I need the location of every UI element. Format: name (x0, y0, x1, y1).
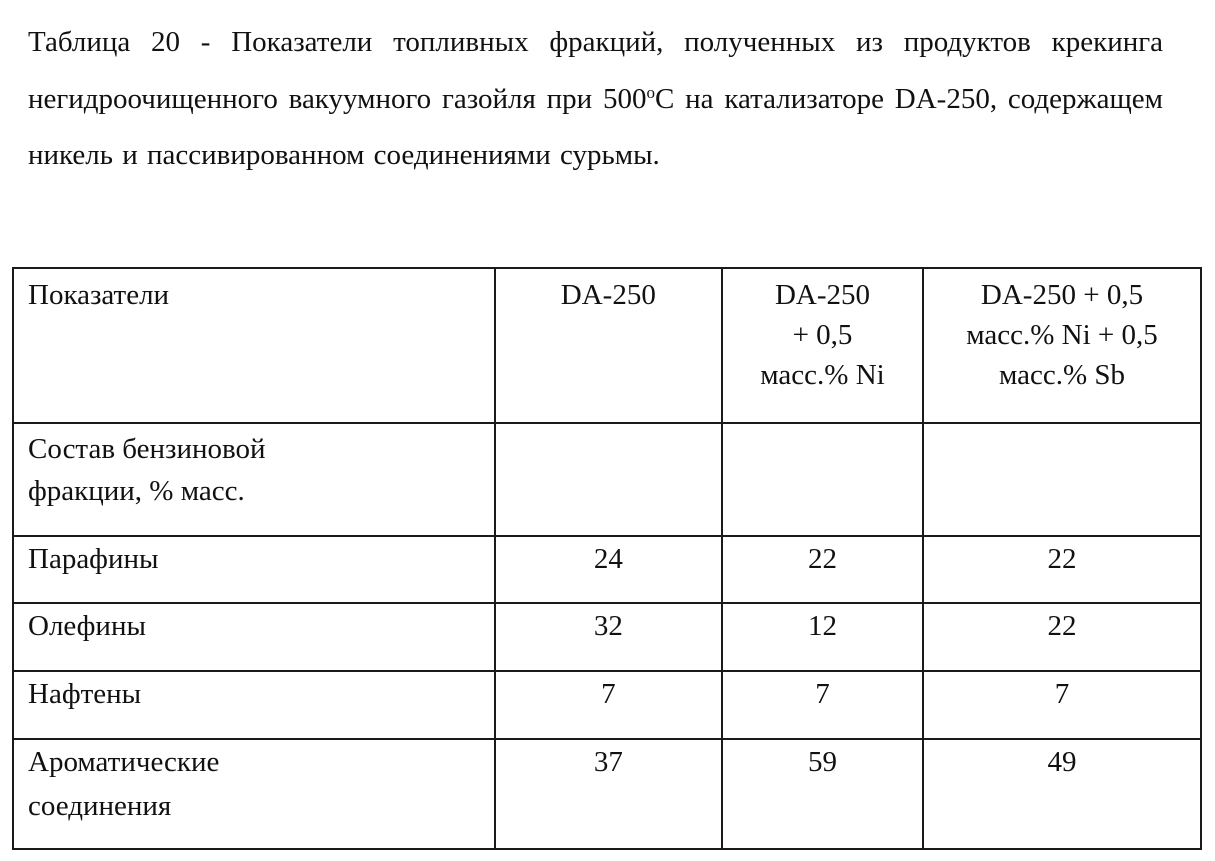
table-row-olefins (13, 603, 1201, 671)
fuel-fractions-table (12, 267, 1202, 850)
header-cell-da250-ni (722, 268, 923, 423)
table-row-paraffins (13, 536, 1201, 603)
row-label-line2: соединения (28, 790, 172, 822)
value-da250-ni-sb: 22 (1047, 543, 1077, 575)
value-da250: 32 (593, 610, 623, 642)
header-da250-ni-line1: DA-250 (774, 279, 871, 311)
value-da250-ni: 59 (807, 746, 837, 778)
header-cell-da250-ni-sb (923, 268, 1201, 423)
value-da250-ni: 7 (815, 678, 830, 710)
value-cell (722, 536, 923, 603)
value-cell (923, 739, 1201, 849)
section-empty-cell (722, 423, 923, 536)
row-label-cell (13, 603, 495, 671)
caption-text-prefix: Таблица 20 - Показатели топливных фракций, полученных из продуктов крекинга негидроочищенного вакуумного газойля при 500 (28, 26, 1163, 115)
value-cell (495, 739, 722, 849)
table-caption (28, 14, 1163, 184)
header-da250-ni-line2: + 0,5 (792, 319, 853, 351)
caption-text-suffix: С на катализаторе DA-250, содержащем никель и пассивированном соединениями сурьмы. (28, 82, 1163, 171)
header-indicator-label: Показатели (28, 279, 170, 311)
row-label: Олефины (28, 610, 146, 642)
value-cell (495, 603, 722, 671)
value-cell (923, 603, 1201, 671)
value-da250-ni-sb: 49 (1047, 746, 1077, 778)
caption-degree-mark: о (646, 82, 655, 102)
value-da250-ni: 12 (807, 610, 837, 642)
value-da250: 24 (593, 543, 623, 575)
header-da250-ni-sb-line2: масс.% Ni + 0,5 (966, 319, 1158, 351)
row-label: Нафтены (28, 678, 142, 710)
row-label-cell (13, 739, 495, 849)
row-label-cell (13, 671, 495, 739)
header-cell-indicator (13, 268, 495, 423)
header-da250-label: DA-250 (560, 279, 656, 311)
value-da250: 7 (601, 678, 616, 710)
section-empty-cell (495, 423, 722, 536)
row-label-line1: Ароматические (28, 746, 220, 778)
value-cell (722, 739, 923, 849)
header-cell-da250 (495, 268, 722, 423)
value-cell (923, 671, 1201, 739)
row-label: Парафины (28, 543, 159, 575)
value-cell (722, 671, 923, 739)
value-cell (495, 671, 722, 739)
header-da250-ni-sb-line1: DA-250 + 0,5 (980, 279, 1144, 311)
table-row-aromatics (13, 739, 1201, 849)
section-row-gasoline-composition (13, 423, 1201, 536)
section-empty-cell (923, 423, 1201, 536)
value-da250-ni-sb: 22 (1047, 610, 1077, 642)
value-da250-ni-sb: 7 (1054, 678, 1070, 710)
value-cell (923, 536, 1201, 603)
value-da250-ni: 22 (807, 543, 837, 575)
section-label-cell (13, 423, 495, 536)
section-label-line1: Состав бензиновой (28, 433, 266, 465)
value-cell (722, 603, 923, 671)
table-row-naphthenes (13, 671, 1201, 739)
table-header-row (13, 268, 1201, 423)
row-label-cell (13, 536, 495, 603)
header-da250-ni-sb-line3: масс.% Sb (998, 359, 1126, 391)
section-label-line2: фракции, % масс. (28, 475, 245, 507)
header-da250-ni-line3: масс.% Ni (760, 359, 885, 391)
value-cell (495, 536, 722, 603)
value-da250: 37 (593, 746, 623, 778)
